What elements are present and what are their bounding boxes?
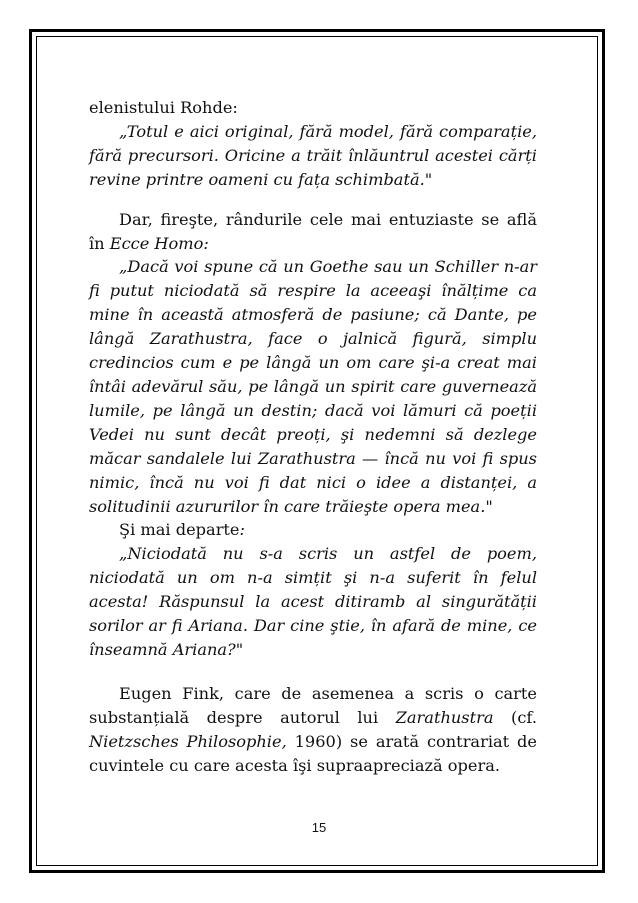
book-title-ecce-homo: Ecce Homo: bbox=[109, 233, 209, 253]
paragraph-fink-text-2: (cf. bbox=[493, 707, 537, 727]
paragraph-fink-text-1: Eugen Fink, care de asemenea a scris o carte substanțială despre autorul lui bbox=[89, 683, 537, 727]
book-title-zarathustra: Zarathustra bbox=[395, 707, 494, 727]
paragraph-further-text: Şi mai departe bbox=[119, 520, 240, 540]
page-number: 15 bbox=[311, 820, 327, 835]
paragraph-fink bbox=[89, 682, 537, 778]
quote-ariana: „Niciodată nu s-a scris un astfel de poem, niciodată un om n-a simțit şi n-a suferit în felul acesta! Răspunsul la acest ditiramb al singurătății sorilor ar fi Ariana. Dar cine ştie, în afară de mine, ce înseamnă Ariana?" bbox=[89, 544, 537, 659]
book-title-nietzsches-philosophie: Nietzsches Philosophie, bbox=[89, 731, 287, 751]
paragraph-further bbox=[89, 518, 537, 542]
paragraph-intro: elenistului Rohde: bbox=[89, 98, 238, 117]
paragraph-ecce-homo bbox=[89, 208, 537, 256]
paragraph-further-colon: : bbox=[239, 520, 245, 540]
quote-ecce-homo: „Dacă voi spune că un Goethe sau un Schiller n-ar fi putut niciodată să respire la aceeaşi înălțime ca mine în această atmosferă de pasiune; că Dante, pe lângă Zarathustra, face o jalnică figură, simplu credincios cum e pe lângă un om care şi-a creat mai întâi adevărul său, pe lângă un spirit care guvernează lumile, pe lângă un destin; dacă voi lămuri că poeții Vedei nu sunt decât preoți, şi nedemni să dezlege măcar sandalele lui Zarathustra — încă nu voi fi spus nimic, încă nu voi fi dat nici o idee a distanței, a solitudinii azururilor în care trăieşte opera mea." bbox=[89, 257, 537, 516]
quote-rohde: „Totul e aici original, fără model, fără comparație, fără precursori. Oricine a trăit înlăuntrul acestei cărți revine printre oameni cu fața schimbată." bbox=[89, 121, 537, 189]
page-body bbox=[89, 96, 537, 777]
paragraph-ecce-homo-text: Dar, fireşte, rândurile cele mai entuziaste se află în bbox=[89, 209, 537, 253]
paragraph-fink-text-3: 1960) se arată contrariat de cuvintele cu care acesta îşi supraapreciază opera. bbox=[89, 731, 537, 775]
